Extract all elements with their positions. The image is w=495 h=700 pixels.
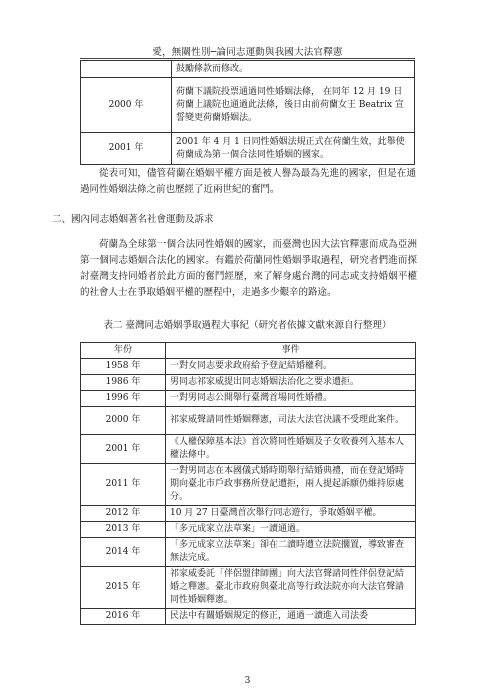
table-row	[81, 133, 415, 165]
table-row	[81, 567, 416, 609]
table-row	[81, 522, 416, 538]
table-cell-event: 祁家威聲請同性婚姻釋憲，司法大法官決議不受理此案件。	[166, 407, 416, 435]
taiwan-timeline-table	[80, 342, 416, 625]
table-row	[81, 609, 416, 625]
header-rule	[80, 58, 415, 59]
table-cell-event: 「多元成家立法草案」一讀通過。	[166, 522, 416, 538]
table-cell-year: 2000 年	[81, 407, 166, 435]
table-cell-year: 2000 年	[81, 78, 172, 133]
table-row	[81, 464, 416, 506]
table-row	[81, 407, 416, 435]
table-cell-event: 民法中有關婚姻規定的修正，通過一讀進入司法委	[166, 609, 416, 625]
table-cell-year: 2015 年	[81, 567, 166, 609]
summary-paragraph: 從表可知，儘管荷蘭在婚姻平權方面是被人譽為最為先進的國家，但是在通過同性婚姻法條之前也歷經了近兩世紀的奮鬥。	[80, 168, 416, 195]
netherlands-timeline-table	[80, 60, 415, 165]
table-cell-event: 祁家威委託「伴侶盟律師團」向大法官聲請同性伴侶登記結婚之釋憲。臺北市政府與臺北高等行政法院亦向大法官聲請同性婚姻釋憲。	[166, 567, 416, 609]
table-cell-event: 「多元成家立法草案」卻在二讀時遭立法院擱置，導致審查無法完成。	[166, 538, 416, 567]
table-cell-event: 《人權保障基本法》首次將同性婚姻及子女收養列入基本人權法條中。	[166, 435, 416, 464]
table-cell-year: 1996 年	[81, 391, 166, 407]
table-cell-year: 2011 年	[81, 464, 166, 506]
table-cell-year: 1986 年	[81, 375, 166, 391]
column-header-event: 事件	[166, 343, 416, 359]
table-cell-year	[81, 61, 172, 78]
section-paragraph: 荷蘭為全球第一個合法同性婚姻的國家，而臺灣也因大法官釋憲而成為亞洲第一個同志婚姻合法化的國家。有鑑於荷蘭同性婚姻爭取過程，研究者們進而探討臺灣支持同婚者於此方面的奮鬥經歷，來了解身處台灣的同志或支持婚姻平權的社會人士在爭取婚姻平權的歷程中，走過多少艱辛的路途。	[80, 239, 417, 298]
table-caption: 表二 臺灣同志婚姻爭取過程大事紀（研究者依據文獻來源自行整理）	[103, 320, 392, 331]
table-cell-year: 2012 年	[81, 506, 166, 522]
table-header-row	[81, 343, 416, 359]
table-cell-year: 2001 年	[81, 133, 172, 165]
table-row	[81, 359, 416, 375]
table-cell-event: 一對男同志公開舉行臺灣首場同性婚禮。	[166, 391, 416, 407]
table-row	[81, 435, 416, 464]
table-cell-event: 一對男同志在本國儀式婚時期舉行結婚典禮，而在登記婚時期向臺北市戶政事務所登記遭拒，兩人提起訴願仍維持原處分。	[166, 464, 416, 506]
table-cell-year: 2001 年	[81, 435, 166, 464]
table-cell-year: 2014 年	[81, 538, 166, 567]
table-row	[81, 375, 416, 391]
table-row	[81, 78, 415, 133]
table-row	[81, 506, 416, 522]
section-heading: 二、國內同志婚姻著名社會運動及訴求	[52, 214, 214, 225]
table-cell-event: 2001 年 4 月 1 日同性婚姻法規正式在荷蘭生效，此舉使荷蘭成為第一個合法同性婚姻的國家。	[172, 133, 415, 165]
table-cell-year: 2016 年	[81, 609, 166, 625]
table-cell-event: 鼓勵條款而修改。	[172, 61, 415, 78]
table-cell-event: 男同志祁家威提出同志婚姻法治化之要求遭拒。	[166, 375, 416, 391]
running-header: 愛，無關性別─論同志運動與我國大法官釋憲	[152, 47, 343, 58]
column-header-year: 年份	[81, 343, 166, 359]
table-cell-event: 荷蘭下議院投票通過同性婚姻法條， 在同年 12 月 19 日荷蘭上議院也通過此法條，後日由前荷蘭女王 Beatrix 宣誓變更荷蘭婚姻法。	[172, 78, 415, 133]
page-number: 3	[244, 676, 251, 686]
table-cell-event: 10 月 27 日臺灣首次舉行同志遊行，爭取婚姻平權。	[166, 506, 416, 522]
table-cell-year: 2013 年	[81, 522, 166, 538]
table-row	[81, 61, 415, 78]
table-row	[81, 538, 416, 567]
table-cell-event: 一對女同志要求政府給予登記結婚權利。	[166, 359, 416, 375]
table-cell-year: 1958 年	[81, 359, 166, 375]
table-row	[81, 391, 416, 407]
